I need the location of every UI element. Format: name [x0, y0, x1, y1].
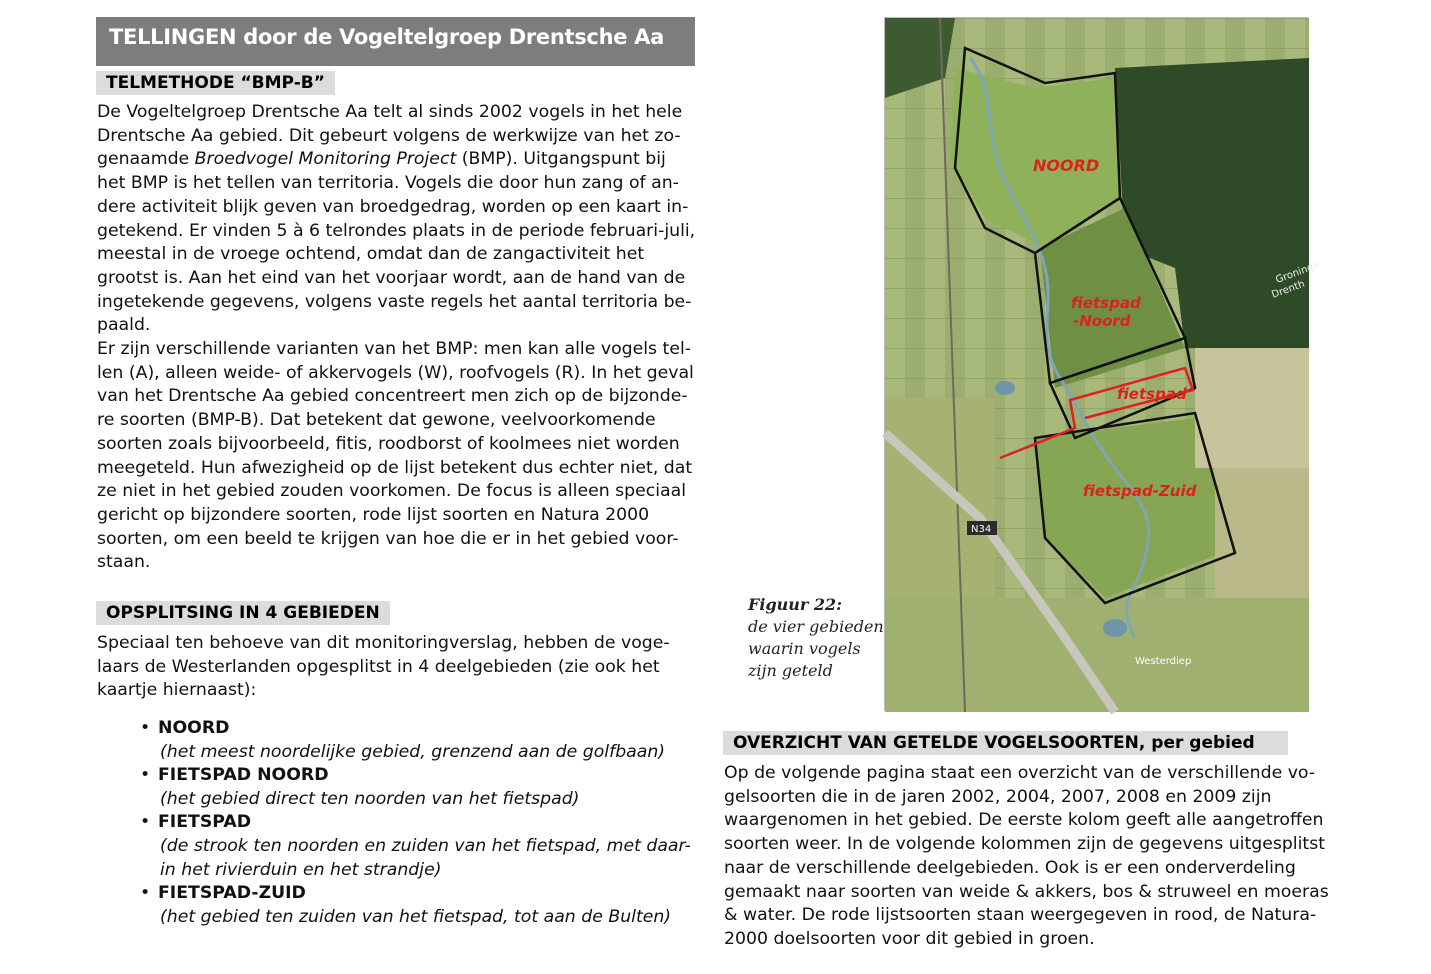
map-place-label: Drenth [1270, 278, 1307, 301]
text-line: ze niet in het gebied zouden voorkomen. De focus is alleen speciaal [97, 481, 687, 502]
area-desc-fietspad-zuid: (het gebied ten zuiden van het fietspad, tot aan de Bulten) [160, 906, 672, 927]
text-line: Op de volgende pagina staat een overzicht van de verschillende vo- [724, 763, 1316, 783]
area-desc-fietspad: (de strook ten noorden en zuiden van het fietspad, met daar- [160, 835, 691, 856]
text-line: grootst is. Aan het eind van het voorjaar wordt, aan de hand van de [97, 267, 686, 288]
area-desc-fietspad-noord: (het gebied direct ten noorden van het fietspad) [160, 788, 580, 809]
text-line: 2000 doelsoorten voor dit gebied in groen. [724, 928, 1095, 949]
map-label-fietspad: fietspad [1117, 385, 1187, 403]
area-name-fietspad-zuid: • FIETSPAD-ZUID [140, 882, 691, 906]
text-line: van het Drentsche Aa gebied concentreert men zich op de bijzonde- [97, 386, 688, 407]
text-line: soorten weer. In de volgende kolommen zijn de gegevens uitgesplitst [724, 834, 1325, 855]
caption-line: de vier gebieden [748, 617, 884, 636]
text-line: meegeteld. Hun afwezigheid op de lijst betekent dus echter niet, dat [97, 457, 693, 478]
text-line: het BMP is het tellen van territoria. Vogels die door hun zang of an- [97, 173, 679, 194]
map-label-noord: NOORD [1033, 156, 1100, 175]
area-name-fietspad: • FIETSPAD [140, 811, 691, 835]
text-line: dere activiteit blijk geven van broedgedrag, worden op een kaart in- [97, 196, 689, 217]
text-line: & water. De rode lijstsoorten staan weergegeven in rood, de Natura- [724, 905, 1317, 926]
text-line: gelsoorten die in de jaren 2002, 2004, 2007, 2008 en 2009 zijn [724, 786, 1272, 807]
map-place-label: Groninge [1274, 259, 1321, 286]
text-line: kaartje hiernaast): [97, 680, 257, 701]
section-heading-opsplitsing: OPSPLITSING IN 4 GEBIEDEN [96, 601, 390, 625]
text-line: len (A), alleen weide- of akkervogels (W), roofvogels (R). In het geval [97, 362, 694, 383]
text-line: staan. [97, 552, 151, 573]
text-line: paald. [97, 315, 151, 336]
text-line: Drentsche Aa gebied. Dit gebeurt volgens de werkwijze van het zo- [97, 125, 681, 146]
area-desc-noord: (het meest noordelijke gebied, grenzend aan de golfbaan) [160, 741, 666, 762]
text-line: getekend. Er vinden 5 à 6 telrondes plaats in de periode februari-juli, [97, 220, 696, 241]
section-heading-overzicht: OVERZICHT VAN GETELDE VOGELSOORTEN, per gebied [723, 731, 1288, 755]
area-name-fietspad-noord: • FIETSPAD NOORD [140, 764, 691, 788]
text-line: gemaakt naar soorten van weide & akkers, bos & struweel en moeras [724, 881, 1329, 902]
map-label-fietspad-noord: -Noord [1073, 312, 1131, 330]
telmethode-text [97, 101, 707, 575]
text-line: waargenomen in het gebied. De eerste kolom geeft alle aangetroffen [724, 810, 1324, 831]
text-line: De Vogeltelgroep Drentsche Aa telt al sinds 2002 vogels in het hele [97, 102, 683, 122]
text-line: re soorten (BMP-B). Dat betekent dat gewone, veelvoorkomende [97, 410, 656, 431]
text-line: Er zijn verschillende varianten van het BMP: men kan alle vogels tel- [97, 339, 691, 360]
area-list [140, 717, 691, 929]
pond [1103, 619, 1127, 637]
figure-caption [748, 594, 884, 682]
caption-line: waarin vogels [748, 639, 861, 658]
area-name-noord: • NOORD [140, 717, 691, 741]
map-label-fietspad-noord: fietspad [1071, 294, 1141, 312]
text-line: soorten zoals bijvoorbeeld, fitis, roodborst of koolmees niet worden [97, 433, 680, 454]
road-label: N34 [971, 524, 992, 535]
section-heading-telmethode: TELMETHODE “BMP-B” [96, 71, 335, 95]
text-line: gericht op bijzondere soorten, rode lijst soorten en Natura 2000 [97, 504, 650, 525]
map-label-fietspad-zuid: fietspad-Zuid [1083, 482, 1197, 500]
italic-term: Broedvogel Monitoring Project [194, 149, 457, 170]
text-line: soorten, om een beeld te krijgen van hoe die er in het gebied voor- [97, 528, 679, 549]
text-line: naar de verschillende deelgebieden. Ook is er een onderverdeling [724, 857, 1296, 878]
text-line: laars de Westerlanden opgesplitst in 4 deelgebieden (zie ook het [97, 656, 660, 677]
opsplitsing-text [97, 632, 670, 703]
map-place-label: Westerdiep [1135, 656, 1192, 667]
aerial-map [884, 17, 1321, 711]
overzicht-text [724, 762, 1329, 952]
text-line: meestal in de vroege ochtend, omdat dan de zangactiviteit het [97, 244, 645, 265]
caption-line: zijn geteld [748, 661, 833, 680]
text-line: ingetekende gegevens, volgens vaste regels het aantal territoria be- [97, 291, 692, 312]
area-desc-fietspad: in het rivierduin en het strandje) [160, 859, 442, 880]
pond [995, 381, 1015, 395]
page-title: TELLINGEN door de Vogeltelgroep Drentsche Aa [96, 17, 695, 66]
text-line: genaamde Broedvogel Monitoring Project (BMP). Uitgangspunt bij [97, 149, 666, 170]
text-line: Speciaal ten behoeve van dit monitoringverslag, hebben de voge- [97, 633, 670, 653]
figure-title: Figuur 22: [748, 595, 843, 614]
